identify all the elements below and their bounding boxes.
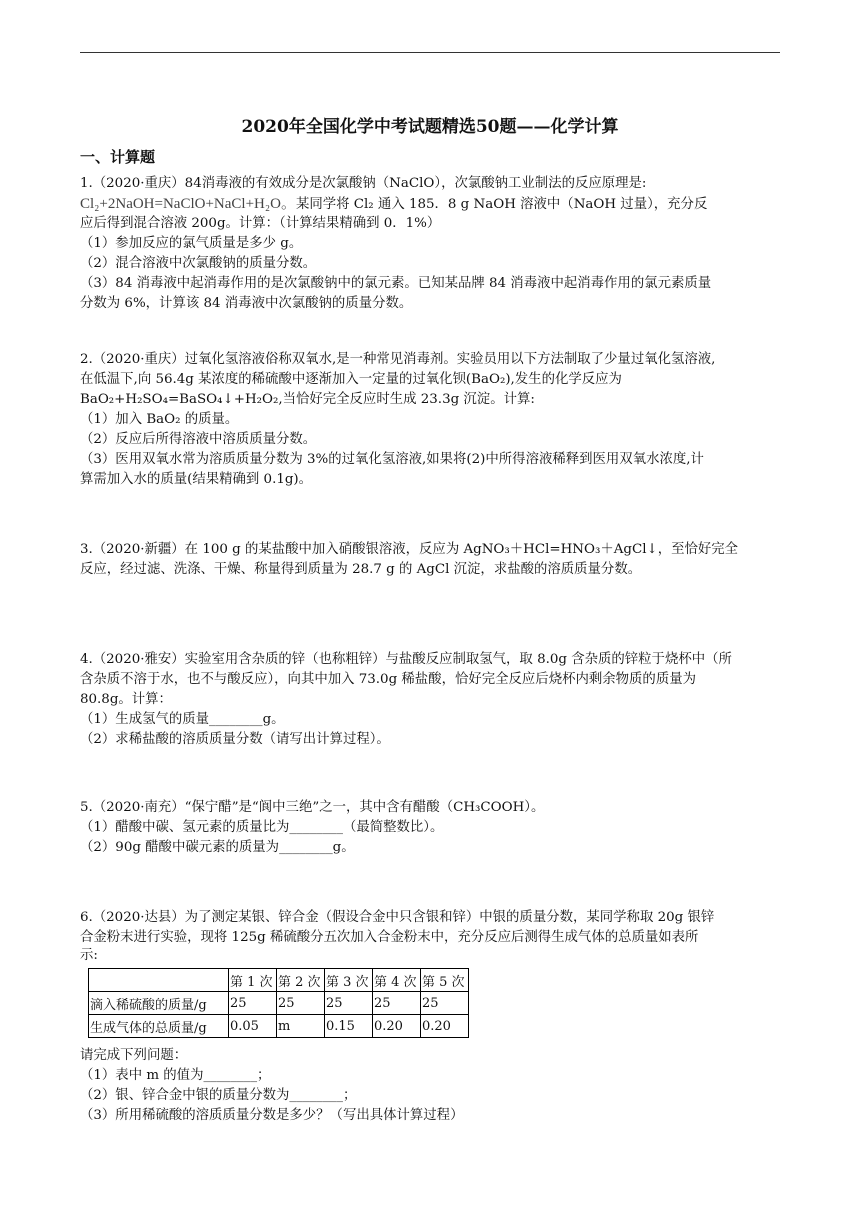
table-cell: 25 [373,992,421,1015]
q6-sub-2: （2）银、锌合金中银的质量分数为________； [80,1088,357,1103]
table-header-cell: 第 5 次 [421,969,469,992]
q4-line-2: 含杂质不溶于水，也不与酸反应），向其中加入 73.0g 稀盐酸，恰好完全反应后烧杯内剩余物质的质量为 [80,672,696,687]
table-header-cell: 第 1 次 [229,969,277,992]
table-header-cell [89,969,229,992]
q1-sub-3a: （3）84 消毒液中起消毒作用的是次氯酸钠中的氯元素。已知某品牌 84 消毒液中起消毒作用的氯元素质量 [80,276,712,291]
q6-sub-3: （3）所用稀硫酸的溶质质量分数是多少？（写出具体计算过程） [80,1108,464,1123]
q5-sub-2: （2）90g 醋酸中碳元素的质量为________g。 [80,840,355,855]
q2-line-3: BaO₂+H₂SO₄=BaSO₄↓+H₂O₂,当恰好完全反应时生成 23.3g 沉淀。计算: [80,392,535,407]
table-cell: 滴入稀硫酸的质量/g [89,992,229,1015]
q1-sub-1: （1）参加反应的氯气质量是多少 g。 [80,236,303,251]
q2-sub-1: （1）加入 BaO₂ 的质量。 [80,412,239,427]
section-heading: 一、计算题 [80,148,156,166]
q6-sub-1: （1）表中 m 的值为________； [80,1068,271,1083]
q2-sub-3b: 算需加入水的质量(结果精确到 0.1g)。 [80,472,313,487]
q1-sub-3b: 分数为 6%，计算该 84 消毒液中次氯酸钠的质量分数。 [80,296,413,311]
table-row [89,992,469,1015]
q3-line-2: 反应，经过滤、洗涤、干燥、称量得到质量为 28.7 g 的 AgCl 沉淀，求盐酸的溶质质量分数。 [80,562,642,577]
q2-sub-3a: （3）医用双氧水常为溶质质量分数为 3%的过氧化氢溶液,如果将(2)中所得溶液稀释到医用双氧水浓度,计 [80,452,704,467]
table-cell: 0.05 [229,1015,277,1038]
table-cell: 0.15 [325,1015,373,1038]
header-rule [80,52,780,53]
q2-sub-2: （2）反应后所得溶液中溶质质量分数。 [80,432,317,447]
q6-line-1: 6.（2020·达县）为了测定某银、锌合金（假设合金中只含银和锌）中银的质量分数，某同学称取 20g 银锌 [80,910,715,925]
q1-line-2 [80,194,707,215]
q3-line-1: 3.（2020·新疆）在 100 g 的某盐酸中加入硝酸银溶液，反应为 AgNO₃＋HCl=HNO₃＋AgCl↓，至恰好完全 [80,542,739,557]
q2-line-2: 在低温下,向 56.4g 某浓度的稀硫酸中逐渐加入一定量的过氧化钡(BaO₂),发生的化学反应为 [80,372,622,387]
table-cell: 25 [421,992,469,1015]
q5-line-1: 5.（2020·南充）“保宁醋”是“阆中三绝”之一，其中含有醋酸（CH₃COOH）。 [80,800,545,815]
table-cell: 25 [229,992,277,1015]
q6-line-2: 合金粉末进行实验，现将 125g 稀硫酸分五次加入合金粉末中，充分反应后测得生成气体的总质量如表所 [80,930,699,945]
table-header-cell: 第 3 次 [325,969,373,992]
q1-sub-2: （2）混合溶液中次氯酸钠的质量分数。 [80,256,317,271]
q6-line-3: 示: [80,948,98,963]
table-header-cell: 第 2 次 [277,969,325,992]
q2-line-1: 2.（2020·重庆）过氧化氢溶液俗称双氧水,是一种常见消毒剂。实验员用以下方法制取了少量过氧化氢溶液, [80,352,716,367]
q1-equation: Cl₂+2NaOH=NaClO+NaCl+H₂O。 [80,196,296,212]
q4-line-1: 4.（2020·雅安）实验室用含杂质的锌（也称粗锌）与盐酸反应制取氢气，取 8.0g 含杂质的锌粒于烧杯中（所 [80,652,732,667]
q6-prompt: 请完成下列问题： [80,1048,188,1063]
page-title: 2020年全国化学中考试题精选50题——化学计算 [241,117,619,137]
table-cell: m [277,1015,325,1038]
table-cell: 25 [277,992,325,1015]
q4-line-3: 80.8g。计算： [80,692,172,707]
q5-sub-1: （1）醋酸中碳、氢元素的质量比为________（最简整数比）。 [80,820,444,835]
table-cell: 0.20 [421,1015,469,1038]
table-cell: 生成气体的总质量/g [89,1015,229,1038]
table-row [89,1015,469,1038]
q4-sub-1: （1）生成氢气的质量________g。 [80,712,285,727]
q1-line-2-text: 某同学将 Cl₂ 通入 185．8 g NaOH 溶液中（NaOH 过量），充分反 [295,197,708,212]
q1-line-1: 1.（2020·重庆）84消毒液的有效成分是次氯酸钠（NaClO），次氯酸钠工业制法的反应原理是: [80,176,647,191]
table-cell: 0.20 [373,1015,421,1038]
table-cell: 25 [325,992,373,1015]
gas-data-table [88,968,469,1038]
q4-sub-2: （2）求稀盐酸的溶质质量分数（请写出计算过程）。 [80,732,390,747]
table-header-cell: 第 4 次 [373,969,421,992]
table-header-row [89,969,469,992]
q1-line-3: 应后得到混合溶液 200g。计算：（计算结果精确到 0．1%） [80,216,441,231]
